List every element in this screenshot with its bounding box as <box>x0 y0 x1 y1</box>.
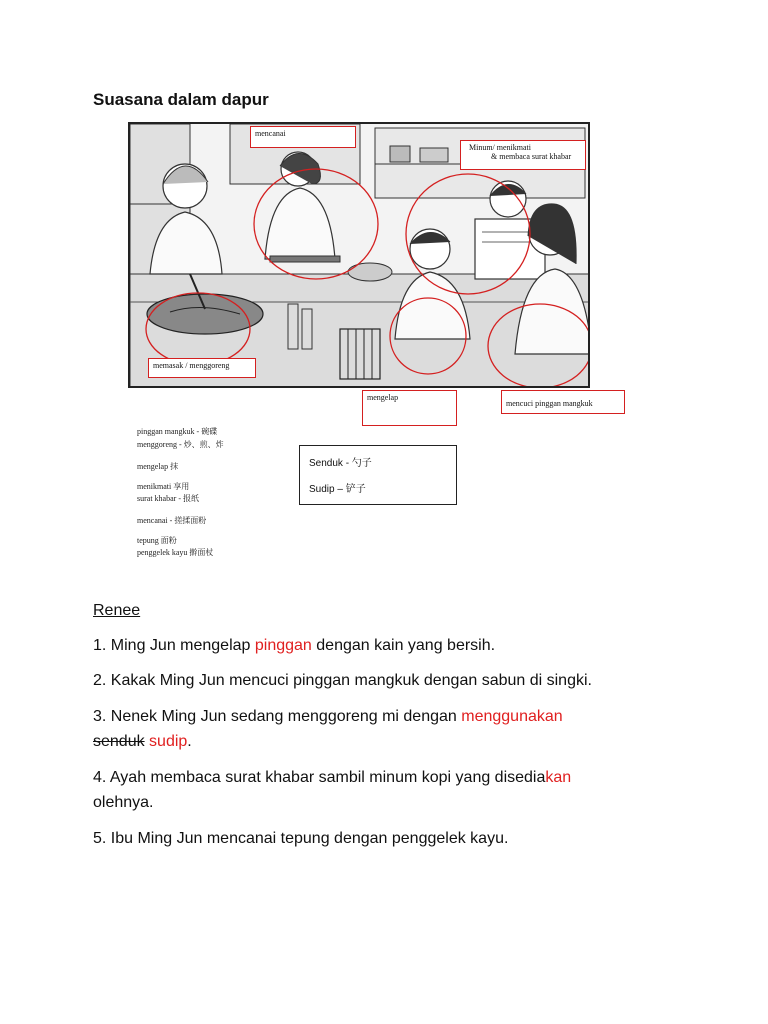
correction-text: sudip <box>149 732 188 750</box>
vocab-item: mencanai - 搓揉面粉 <box>137 516 207 525</box>
label-memasak: memasak / menggoreng <box>148 358 256 378</box>
sentence-5: 5. Ibu Ming Jun mencanai tepung dengan penggelek kayu. <box>93 830 509 847</box>
vocab-item: pinggan mangkuk - 碗碟 <box>137 427 218 436</box>
sentence-2: 2. Kakak Ming Jun mencuci pinggan mangkuk dengan sabun di singki. <box>93 672 592 689</box>
translation-box <box>299 445 457 505</box>
sudip-translation: Sudip – 铲子 <box>309 484 366 495</box>
sentence-text: 4. Ayah membaca surat khabar sambil minum kopi yang disedia <box>93 769 546 786</box>
senduk-translation: Senduk - 勺子 <box>309 458 372 469</box>
label-minum: Minum/ menikmati <box>469 143 531 152</box>
sentence-3 <box>93 705 693 755</box>
page-title: Suasana dalam dapur <box>93 90 269 109</box>
sentence-text: olehnya. <box>93 793 154 811</box>
vocab-item: tepung 面粉 <box>137 536 177 545</box>
sentence-text: 1. Ming Jun mengelap <box>93 637 255 654</box>
vocab-item: menikmati 享用 <box>137 482 190 491</box>
correction-text: kan <box>545 769 572 786</box>
sentence-1 <box>93 634 495 659</box>
correction-text: menggunakan <box>461 708 563 725</box>
vocab-item: mengelap 抹 <box>137 462 179 471</box>
label-membaca: & membaca surat khabar <box>491 152 572 162</box>
kitchen-illustration <box>128 122 590 388</box>
vocab-item: surat khabar - 报纸 <box>137 494 199 503</box>
correction-text: pinggan <box>254 637 312 654</box>
sentence-text: dengan kain yang bersih. <box>311 637 496 654</box>
label-mengelap: mengelap <box>362 390 457 426</box>
label-minum-membaca <box>460 140 586 170</box>
label-mencuci: mencuci pinggan mangkuk <box>501 390 625 414</box>
sentence-text: . <box>187 732 192 750</box>
sentence-4 <box>93 766 693 816</box>
vocab-item: menggoreng - 炒、煎、炸 <box>137 440 224 449</box>
sentence-text: 3. Nenek Ming Jun sedang menggoreng mi dengan <box>93 708 462 725</box>
vocab-item: penggelek kayu 擀面杖 <box>137 548 214 557</box>
label-mencanai: mencanai <box>250 126 356 148</box>
author-name: Renee <box>93 602 141 619</box>
struck-text: senduk <box>93 732 145 750</box>
